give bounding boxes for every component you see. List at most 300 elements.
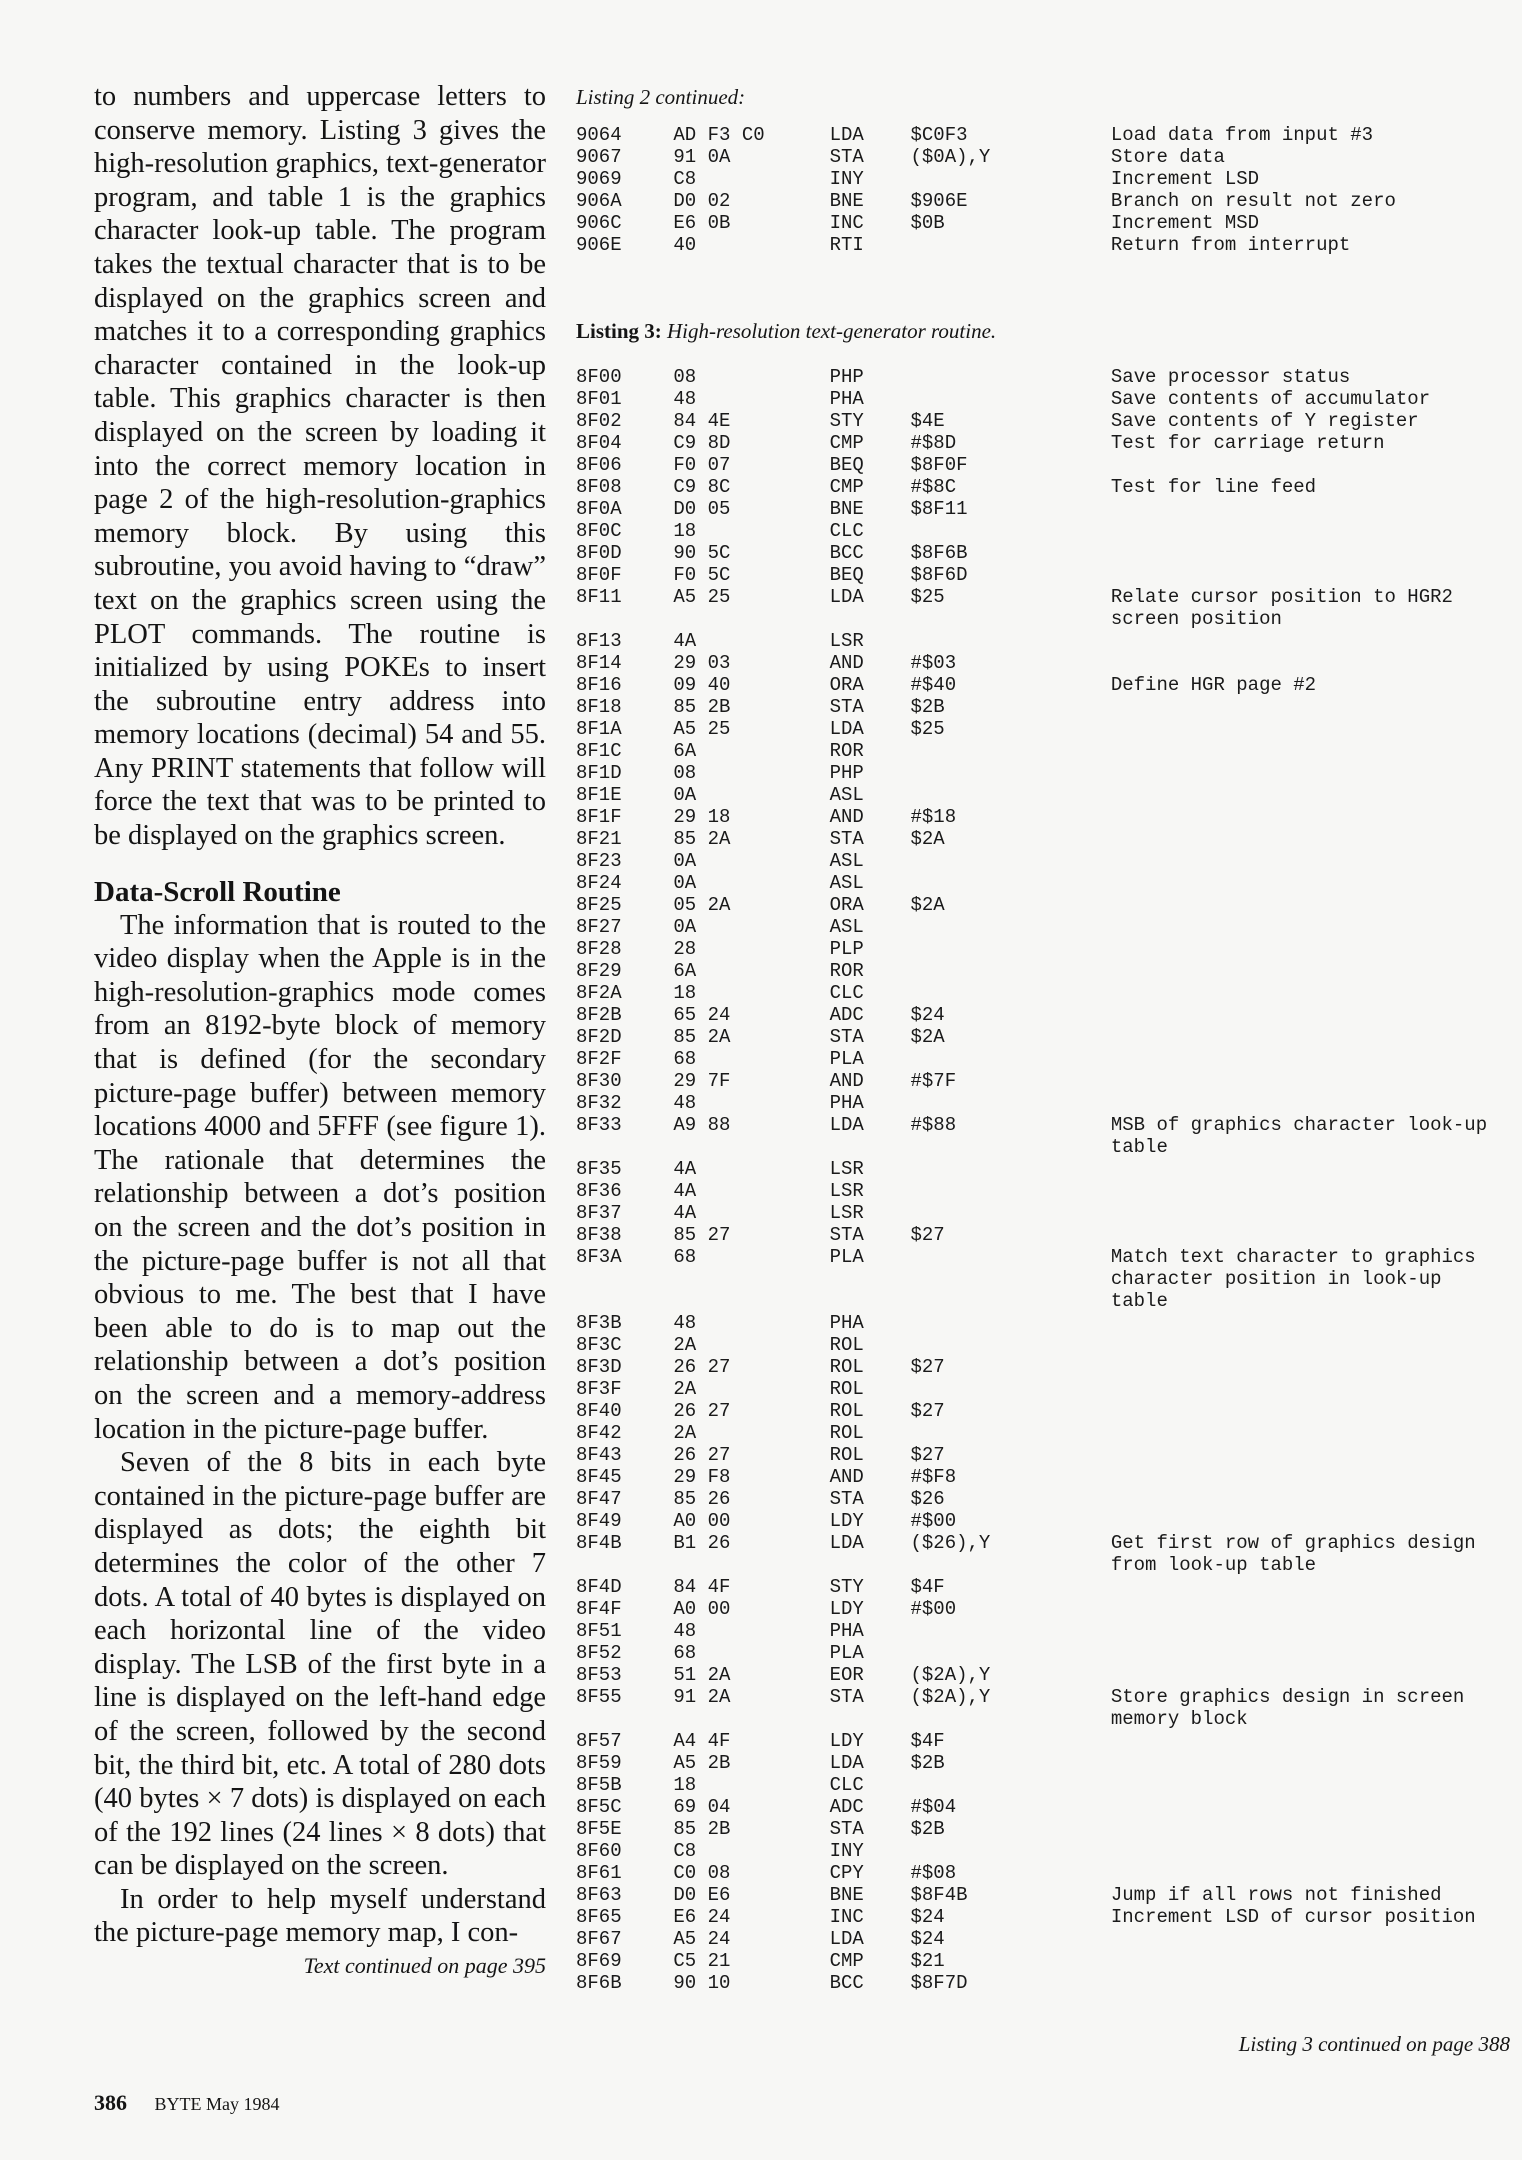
mnemonic-cell: ORA (829, 674, 864, 696)
article-paragraph: Seven of the 8 bits in each byte contained in the picture-page buffer are displayed as dots; the eighth bit determines the color of the other 7 dots. A total of 40 bytes is displayed on each horizontal line of the video display. The LSB of the first byte in a line is displayed on the left-hand edge of the screen, followed by the second bit, the third bit, etc. A total of 280 dots (40 bytes × 7 dots) is displayed on each of the 192 lines (24 lines × 8 dots) that can be displayed on the screen. (94, 1447, 546, 1882)
operand-cell: $27 (910, 1224, 945, 1246)
opcode-bytes-cell: 6A (673, 740, 697, 762)
comment-cell (1111, 762, 1506, 784)
mnemonic-cell: ROL (829, 1334, 864, 1356)
opcode-bytes-cell: 85 2A (673, 1026, 731, 1048)
listing-row (576, 1774, 1506, 1796)
mnemonic-cell: PHA (829, 1620, 864, 1642)
comment-cell (1111, 982, 1506, 1004)
listing-row (576, 124, 1506, 146)
operand-cell (911, 938, 1111, 960)
operand-cell: $2B (910, 696, 945, 718)
operand-cell: $2A (910, 894, 945, 916)
mnemonic-cell: BNE (829, 1884, 864, 1906)
mnemonic-cell: LSR (829, 1180, 864, 1202)
operand-cell: ($2A),Y (910, 1686, 991, 1708)
comment-cell: Save processor status (1110, 366, 1351, 388)
operand-cell: $27 (910, 1444, 945, 1466)
mnemonic-cell: CLC (829, 1774, 864, 1796)
operand-cell: $24 (910, 1928, 945, 1950)
listing-row (576, 1312, 1506, 1334)
mnemonic-cell: PLA (829, 1246, 864, 1268)
comment-cell (1111, 1972, 1506, 1994)
listing-row (576, 1598, 1506, 1620)
address-cell: 8F49 (576, 1510, 622, 1532)
mnemonic-cell: INY (829, 1840, 864, 1862)
comment-cell (1111, 1378, 1506, 1400)
listing-row (576, 1422, 1506, 1444)
listing-row (576, 234, 1506, 256)
mnemonic-cell: ORA (829, 894, 864, 916)
address-cell: 8F1F (576, 806, 622, 828)
listing-row (576, 1048, 1506, 1070)
address-cell: 8F36 (576, 1180, 622, 1202)
operand-cell: $2B (910, 1752, 945, 1774)
listing-row (576, 938, 1506, 960)
operand-cell (911, 630, 1111, 652)
address-cell: 8F61 (576, 1862, 622, 1884)
opcode-bytes-cell: 48 (673, 1092, 697, 1114)
mnemonic-cell: ROR (829, 960, 864, 982)
opcode-bytes-cell: 2A (673, 1422, 697, 1444)
address-cell: 8F2B (576, 1004, 622, 1026)
mnemonic-cell: ROL (829, 1356, 864, 1378)
opcode-bytes-cell: A5 25 (673, 586, 731, 608)
listing2-caption: Listing 2 continued: (576, 85, 746, 109)
mnemonic-cell: STA (829, 1686, 864, 1708)
opcode-bytes-cell: 29 7F (673, 1070, 731, 1092)
mnemonic-cell: LDA (829, 586, 864, 608)
operand-cell: ($0A),Y (910, 146, 991, 168)
listing-row (576, 520, 1506, 542)
mnemonic-cell: BEQ (829, 564, 864, 586)
listing-row (576, 498, 1506, 520)
opcode-bytes-cell: 6A (673, 960, 697, 982)
listing-row (576, 1158, 1506, 1180)
address-cell: 8F23 (576, 850, 622, 872)
mnemonic-cell: INC (829, 1906, 864, 1928)
address-cell: 8F3B (576, 1312, 622, 1334)
listing-row (576, 1488, 1506, 1510)
opcode-bytes-cell: A5 24 (673, 1928, 731, 1950)
operand-cell (911, 762, 1111, 784)
listing-row (576, 696, 1506, 718)
listing-row (576, 1686, 1506, 1730)
opcode-bytes-cell: 85 2B (673, 1818, 731, 1840)
opcode-bytes-cell: D0 02 (673, 190, 731, 212)
comment-cell (1111, 1928, 1506, 1950)
opcode-bytes-cell: 68 (673, 1246, 697, 1268)
comment-cell (1111, 1224, 1506, 1246)
mnemonic-cell: BNE (829, 498, 864, 520)
operand-cell: #$00 (910, 1510, 957, 1532)
operand-cell (911, 1158, 1111, 1180)
comment-cell: Store data (1110, 146, 1225, 168)
operand-cell: $21 (910, 1950, 945, 1972)
operand-cell: $2A (910, 1026, 945, 1048)
address-cell: 8F63 (576, 1884, 622, 1906)
address-cell: 8F35 (576, 1158, 622, 1180)
opcode-bytes-cell: 0A (673, 872, 697, 894)
listing-row (576, 1884, 1506, 1906)
comment-cell: MSB of graphics character look-up table (1110, 1114, 1499, 1158)
operand-cell: #$88 (910, 1114, 957, 1136)
comment-cell (1111, 1180, 1506, 1202)
opcode-bytes-cell: 18 (673, 1774, 697, 1796)
comment-cell: Get first row of graphics design from look-up table (1110, 1532, 1488, 1576)
operand-cell (911, 740, 1111, 762)
listing-row (576, 1510, 1506, 1532)
operand-cell: $4E (910, 410, 945, 432)
opcode-bytes-cell: 05 2A (673, 894, 731, 916)
opcode-bytes-cell: AD F3 C0 (673, 124, 765, 146)
opcode-bytes-cell: 08 (673, 366, 697, 388)
opcode-bytes-cell: A0 00 (673, 1510, 731, 1532)
operand-cell (911, 1334, 1111, 1356)
opcode-bytes-cell: B1 26 (673, 1532, 731, 1554)
mnemonic-cell: STA (829, 1818, 864, 1840)
listing-row (576, 806, 1506, 828)
address-cell: 8F4D (576, 1576, 622, 1598)
listing-row (576, 1070, 1506, 1092)
listing-row (576, 982, 1506, 1004)
operand-cell: #$18 (910, 806, 957, 828)
comment-cell: Branch on result not zero (1110, 190, 1396, 212)
listing-row (576, 1114, 1506, 1158)
operand-cell (911, 982, 1111, 1004)
operand-cell: $2B (910, 1818, 945, 1840)
opcode-bytes-cell: 28 (673, 938, 697, 960)
operand-cell (911, 916, 1111, 938)
operand-cell: #$F8 (910, 1466, 957, 1488)
mnemonic-cell: STA (829, 1488, 864, 1510)
comment-cell (1111, 1444, 1506, 1466)
listing2-table (576, 124, 1506, 256)
mnemonic-cell: STA (829, 696, 864, 718)
listing-continued-note: Listing 3 continued on page 388 (1238, 2032, 1510, 2056)
comment-cell (1111, 1576, 1506, 1598)
address-cell: 8F60 (576, 1840, 622, 1862)
operand-cell: #$03 (910, 652, 957, 674)
opcode-bytes-cell: C5 21 (673, 1950, 731, 1972)
listing-row (576, 718, 1506, 740)
listing-row (576, 1840, 1506, 1862)
listing-row (576, 1950, 1506, 1972)
comment-cell (1111, 1818, 1506, 1840)
mnemonic-cell: LSR (829, 630, 864, 652)
opcode-bytes-cell: 2A (673, 1334, 697, 1356)
comment-cell (1111, 1510, 1506, 1532)
mnemonic-cell: CPY (829, 1862, 864, 1884)
address-cell: 8F25 (576, 894, 622, 916)
opcode-bytes-cell: 84 4E (673, 410, 731, 432)
mnemonic-cell: STA (829, 1224, 864, 1246)
opcode-bytes-cell: 84 4F (673, 1576, 731, 1598)
operand-cell (911, 168, 1111, 190)
opcode-bytes-cell: C8 (673, 1840, 697, 1862)
page-footer (94, 2090, 280, 2116)
listing-row (576, 1664, 1506, 1686)
mnemonic-cell: ASL (829, 872, 864, 894)
operand-cell (911, 1180, 1111, 1202)
comment-cell (1111, 1026, 1506, 1048)
opcode-bytes-cell: 4A (673, 1158, 697, 1180)
listing3-caption (576, 318, 1506, 344)
opcode-bytes-cell: C0 08 (673, 1862, 731, 1884)
address-cell: 8F5E (576, 1818, 622, 1840)
address-cell: 8F3D (576, 1356, 622, 1378)
operand-cell (911, 960, 1111, 982)
mnemonic-cell: STY (829, 1576, 864, 1598)
opcode-bytes-cell: F0 07 (673, 454, 731, 476)
address-cell: 8F3F (576, 1378, 622, 1400)
comment-cell (1111, 1202, 1506, 1224)
opcode-bytes-cell: 48 (673, 1312, 697, 1334)
listing-row (576, 894, 1506, 916)
listing-row (576, 586, 1506, 630)
opcode-bytes-cell: 29 F8 (673, 1466, 731, 1488)
address-cell: 9064 (576, 124, 622, 146)
mnemonic-cell: PHA (829, 1092, 864, 1114)
mnemonic-cell: ADC (829, 1004, 864, 1026)
address-cell: 8F06 (576, 454, 622, 476)
opcode-bytes-cell: 18 (673, 520, 697, 542)
listing-row (576, 146, 1506, 168)
address-cell: 8F38 (576, 1224, 622, 1246)
address-cell: 8F52 (576, 1642, 622, 1664)
opcode-bytes-cell: 26 27 (673, 1444, 731, 1466)
listing-row (576, 1532, 1506, 1576)
comment-cell (1111, 1356, 1506, 1378)
address-cell: 8F43 (576, 1444, 622, 1466)
address-cell: 8F24 (576, 872, 622, 894)
operand-cell (911, 1048, 1111, 1070)
listing-row (576, 1092, 1506, 1114)
opcode-bytes-cell: A5 2B (673, 1752, 731, 1774)
mnemonic-cell: ROL (829, 1400, 864, 1422)
mnemonic-cell: INC (829, 212, 864, 234)
operand-cell: $8F6B (910, 542, 968, 564)
listing-row (576, 1818, 1506, 1840)
mnemonic-cell: PLA (829, 1048, 864, 1070)
comment-cell (1111, 1312, 1506, 1334)
operand-cell: $906E (910, 190, 968, 212)
mnemonic-cell: CLC (829, 982, 864, 1004)
opcode-bytes-cell: 26 27 (673, 1400, 731, 1422)
operand-cell (911, 784, 1111, 806)
address-cell: 8F5B (576, 1774, 622, 1796)
listing-row (576, 564, 1506, 586)
operand-cell (911, 1378, 1111, 1400)
comment-cell: Test for carriage return (1110, 432, 1385, 454)
mnemonic-cell: CMP (829, 432, 864, 454)
listing-row (576, 1026, 1506, 1048)
listing-row (576, 410, 1506, 432)
address-cell: 8F4B (576, 1532, 622, 1554)
comment-cell (1111, 1488, 1506, 1510)
mnemonic-cell: LDY (829, 1510, 864, 1532)
opcode-bytes-cell: 85 2A (673, 828, 731, 850)
mnemonic-cell: LDA (829, 1114, 864, 1136)
article-paragraph: The information that is routed to the video display when the Apple is in the high-resolution-graphics mode comes from an 8192-byte block of memory that is defined (for the secondary picture-page buffer) between memory locations 4000 and 5FFF (see figure 1). The rationale that determines the relationship between a dot’s position on the screen and the dot’s position in the picture-page buffer is not all that obvious to me. The best that I have been able to do is to map out the relationship between a dot’s position on the screen and a memory-address location in the picture-page buffer. (94, 909, 546, 1445)
opcode-bytes-cell: 90 10 (673, 1972, 731, 1994)
opcode-bytes-cell: 0A (673, 916, 697, 938)
operand-cell (911, 850, 1111, 872)
address-cell: 8F47 (576, 1488, 622, 1510)
comment-cell: Store graphics design in screen memory block (1110, 1686, 1476, 1730)
comment-cell (1111, 542, 1506, 564)
comment-cell (1111, 806, 1506, 828)
code-listings-column (576, 84, 1506, 1994)
address-cell: 8F3C (576, 1334, 622, 1356)
listing-row (576, 1378, 1506, 1400)
opcode-bytes-cell: 18 (673, 982, 697, 1004)
operand-cell: $24 (910, 1004, 945, 1026)
address-cell: 8F0D (576, 542, 622, 564)
address-cell: 8F30 (576, 1070, 622, 1092)
mnemonic-cell: LDA (829, 124, 864, 146)
address-cell: 8F69 (576, 1950, 622, 1972)
listing-row (576, 740, 1506, 762)
comment-cell: Increment LSD of cursor position (1110, 1906, 1476, 1928)
listing-row (576, 1906, 1506, 1928)
address-cell: 8F14 (576, 652, 622, 674)
operand-cell: $25 (910, 718, 945, 740)
mnemonic-cell: ROL (829, 1378, 864, 1400)
mnemonic-cell: CMP (829, 476, 864, 498)
listing-row (576, 1730, 1506, 1752)
operand-cell: $27 (910, 1356, 945, 1378)
comment-cell: Save contents of accumulator (1110, 388, 1431, 410)
opcode-bytes-cell: 0A (673, 850, 697, 872)
operand-cell: #$04 (910, 1796, 957, 1818)
address-cell: 906C (576, 212, 622, 234)
listing-row (576, 454, 1506, 476)
comment-cell (1111, 916, 1506, 938)
mnemonic-cell: PHP (829, 762, 864, 784)
listing-row (576, 630, 1506, 652)
mnemonic-cell: PHA (829, 1312, 864, 1334)
operand-cell: $26 (910, 1488, 945, 1510)
comment-cell (1111, 740, 1506, 762)
comment-cell (1111, 872, 1506, 894)
operand-cell (911, 1246, 1111, 1312)
opcode-bytes-cell: 29 18 (673, 806, 731, 828)
article-body-column (94, 80, 546, 1980)
comment-cell (1111, 828, 1506, 850)
address-cell: 8F1C (576, 740, 622, 762)
mnemonic-cell: AND (829, 1466, 864, 1488)
address-cell: 8F1A (576, 718, 622, 740)
mnemonic-cell: LSR (829, 1202, 864, 1224)
address-cell: 8F51 (576, 1620, 622, 1642)
operand-cell (911, 234, 1111, 256)
comment-cell: Jump if all rows not finished (1110, 1884, 1442, 1906)
mnemonic-cell: LDA (829, 1752, 864, 1774)
operand-cell: $8F0F (910, 454, 968, 476)
opcode-bytes-cell: A4 4F (673, 1730, 731, 1752)
listing-row (576, 1202, 1506, 1224)
operand-cell (911, 520, 1111, 542)
operand-cell (911, 872, 1111, 894)
address-cell: 8F53 (576, 1664, 622, 1686)
address-cell: 8F08 (576, 476, 622, 498)
listing-row (576, 850, 1506, 872)
comment-cell: Relate cursor position to HGR2 screen position (1110, 586, 1465, 630)
mnemonic-cell: PLP (829, 938, 864, 960)
address-cell: 8F2A (576, 982, 622, 1004)
listing-row (576, 872, 1506, 894)
comment-cell (1111, 1840, 1506, 1862)
opcode-bytes-cell: 68 (673, 1048, 697, 1070)
listing-row (576, 1356, 1506, 1378)
operand-cell: $4F (910, 1730, 945, 1752)
opcode-bytes-cell: E6 0B (673, 212, 731, 234)
mnemonic-cell: ASL (829, 916, 864, 938)
listing-row (576, 1004, 1506, 1026)
operand-cell: $8F4B (910, 1884, 968, 1906)
comment-cell (1111, 1642, 1506, 1664)
listing-row (576, 190, 1506, 212)
operand-cell (911, 1840, 1111, 1862)
opcode-bytes-cell: 26 27 (673, 1356, 731, 1378)
listing-row (576, 1620, 1506, 1642)
address-cell: 8F45 (576, 1466, 622, 1488)
opcode-bytes-cell: 4A (673, 1180, 697, 1202)
operand-cell: #$8C (910, 476, 957, 498)
mnemonic-cell: ADC (829, 1796, 864, 1818)
address-cell: 906A (576, 190, 622, 212)
opcode-bytes-cell: 85 2B (673, 696, 731, 718)
opcode-bytes-cell: 0A (673, 784, 697, 806)
address-cell: 8F16 (576, 674, 622, 696)
operand-cell: $2A (910, 828, 945, 850)
comment-cell (1111, 498, 1506, 520)
address-cell: 8F0A (576, 498, 622, 520)
opcode-bytes-cell: E6 24 (673, 1906, 731, 1928)
mnemonic-cell: LDA (829, 718, 864, 740)
operand-cell: $8F6D (910, 564, 968, 586)
opcode-bytes-cell: D0 E6 (673, 1884, 731, 1906)
listing-row (576, 1224, 1506, 1246)
comment-cell (1111, 1092, 1506, 1114)
listing-row (576, 1796, 1506, 1818)
listing-row (576, 762, 1506, 784)
address-cell: 8F11 (576, 586, 622, 608)
address-cell: 906E (576, 234, 622, 256)
operand-cell (911, 1774, 1111, 1796)
listing-row (576, 1972, 1506, 1994)
comment-cell (1111, 652, 1506, 674)
comment-cell (1111, 1774, 1506, 1796)
mnemonic-cell: STA (829, 828, 864, 850)
opcode-bytes-cell: A0 00 (673, 1598, 731, 1620)
address-cell: 8F6B (576, 1972, 622, 1994)
comment-cell (1111, 938, 1506, 960)
address-cell: 8F65 (576, 1906, 622, 1928)
magazine-issue: BYTE May 1984 (154, 2094, 280, 2114)
operand-cell (911, 1422, 1111, 1444)
comment-cell: Increment LSD (1110, 168, 1260, 190)
address-cell: 8F29 (576, 960, 622, 982)
mnemonic-cell: ROR (829, 740, 864, 762)
operand-cell: $8F7D (910, 1972, 968, 1994)
listing-row (576, 542, 1506, 564)
address-cell: 8F37 (576, 1202, 622, 1224)
address-cell: 8F0C (576, 520, 622, 542)
comment-cell (1111, 1620, 1506, 1642)
comment-cell: Return from interrupt (1110, 234, 1351, 256)
